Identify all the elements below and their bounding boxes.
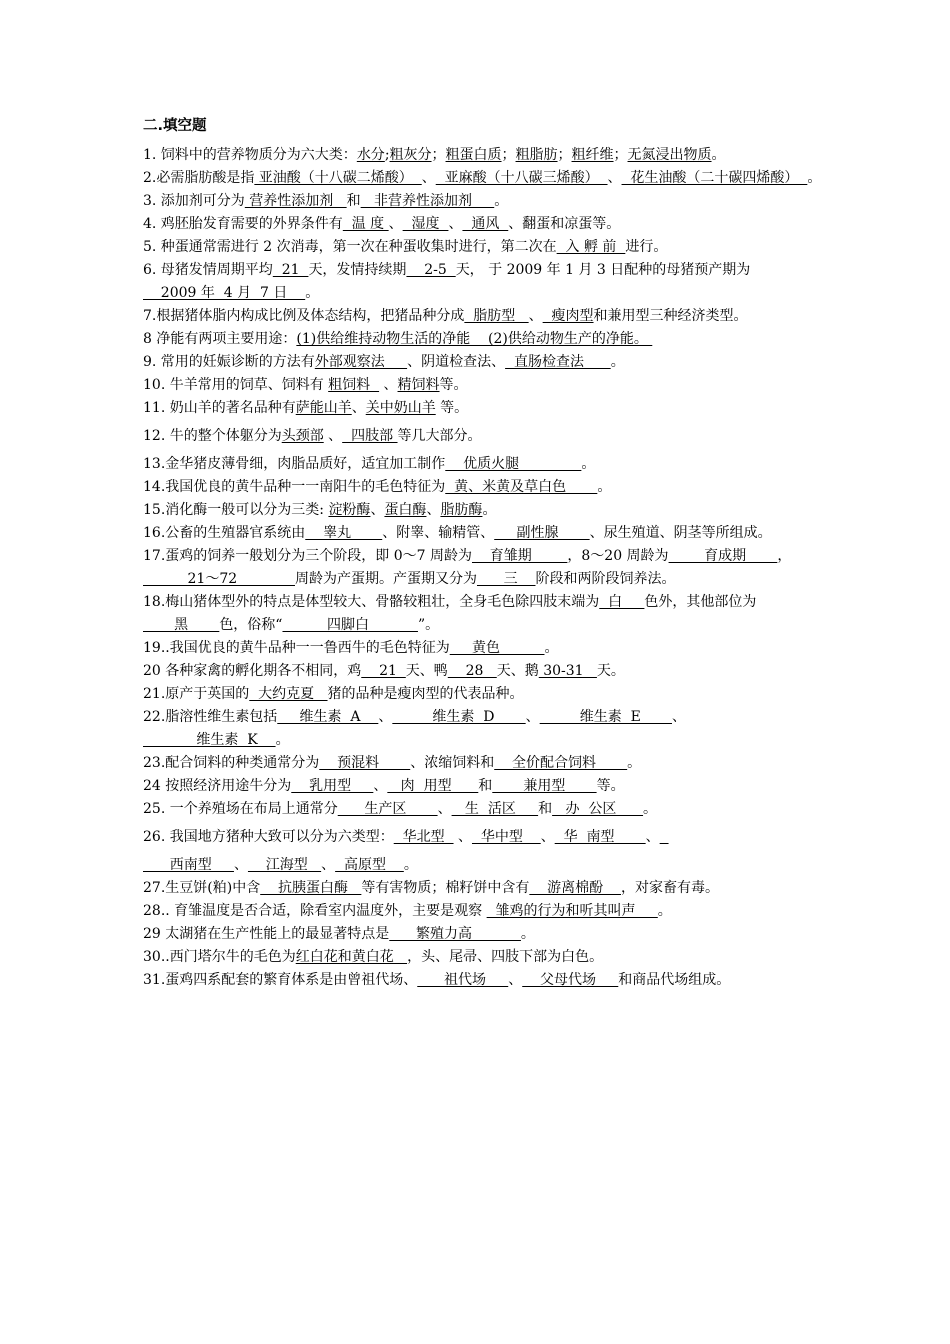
question-text: 、: [370, 502, 385, 518]
question-text: 4. 鸡胚胎发育需要的外界条件有: [143, 216, 343, 232]
answer-blank: 粗蛋白质: [445, 147, 502, 163]
question-text: 。: [581, 456, 596, 472]
question-text: 1. 饲料中的营养物质分为六大类：: [143, 147, 357, 163]
answer-blank: 西南型: [143, 857, 234, 873]
question-text: 、: [540, 829, 555, 845]
answer-blank: 华中型: [471, 829, 541, 845]
answer-blank: 外部观察法: [314, 354, 408, 370]
answer-blank: 湿度: [402, 216, 449, 232]
answer-blank: 维生素 K: [143, 732, 276, 748]
question-text: 等几大部分。: [397, 428, 482, 444]
question-text: 、附睾、输精管、: [382, 525, 495, 541]
question-text: 。: [482, 502, 497, 518]
question-text: 19..我国优良的黄牛品种一一鲁西牛的毛色特征为: [143, 640, 450, 656]
question-text: 16.公畜的生殖器官系统由: [143, 525, 306, 541]
question-item: [143, 213, 823, 236]
question-text: 、: [671, 709, 686, 725]
question-item: [143, 499, 823, 522]
question-list: [143, 144, 823, 992]
question-text: 9. 常用的妊娠诊断的方法有: [143, 354, 315, 370]
question-text: 、: [448, 216, 463, 232]
answer-blank: 萨能山羊: [295, 400, 352, 416]
answer-blank: 粗脂肪: [515, 147, 558, 163]
question-text: 、: [453, 829, 472, 845]
question-text: 14.我国优良的黄牛品种一一南阳牛的毛色特征为: [143, 479, 446, 495]
answer-blank: 无氮浸出物质: [627, 147, 712, 163]
answer-blank: 乳用型: [291, 778, 374, 794]
question-text: 25. 一个养殖场在布局上通常分: [143, 801, 338, 817]
question-item: [143, 522, 823, 545]
question-text: 17.蛋鸡的饲养一般划分为三个阶段，即 0～7 周龄为: [143, 548, 472, 564]
answer-blank: (1)供给维持动物生活的净能 (2)供给动物生产的净能。: [296, 331, 653, 347]
answer-blank: 黄色: [449, 640, 545, 656]
question-text: 。: [643, 801, 658, 817]
question-text: 、: [379, 377, 398, 393]
question-item: [143, 706, 823, 752]
answer-blank: 花生油酸（二十碳四烯酸）: [621, 170, 808, 186]
question-item: [143, 351, 823, 374]
question-item: [143, 305, 823, 328]
answer-blank: 28: [447, 663, 497, 679]
answer-blank: 生 活区: [451, 801, 539, 817]
question-text: 。: [275, 732, 290, 748]
answer-blank: 四脚白: [282, 617, 418, 633]
answer-blank: 2-5: [406, 262, 456, 278]
question-item: [143, 374, 823, 397]
question-item: [143, 877, 823, 900]
question-text: 。: [657, 903, 672, 919]
question-text: 31.蛋鸡四系配套的繁育体系是由曾祖代场、: [143, 972, 418, 988]
question-text: 26. 我国地方猪种大致可以分为六类型：: [143, 829, 394, 845]
answer-blank: 育成期: [668, 548, 778, 564]
question-text: 22.脂溶性维生素包括: [143, 709, 278, 725]
question-text: 20 各种家禽的孵化期各不相同，鸡: [143, 663, 362, 679]
question-item: [143, 752, 823, 775]
question-text: 、: [508, 972, 523, 988]
question-item: [143, 545, 823, 591]
question-text: 、: [351, 400, 366, 416]
question-item: [143, 453, 823, 476]
question-text: 、: [426, 502, 441, 518]
question-item: [143, 798, 823, 821]
question-text: 6. 母猪发情周期平均: [143, 262, 273, 278]
answer-blank: 2009 年 4 月 7 日: [143, 285, 306, 301]
answer-blank: 三: [476, 571, 536, 587]
question-text: 21.原产于英国的: [143, 686, 250, 702]
answer-blank: 维生素 A: [277, 709, 379, 725]
question-text: ，: [777, 548, 792, 564]
answer-blank: 父母代场: [522, 972, 619, 988]
answer-blank: 水分: [356, 147, 385, 163]
question-item: [143, 591, 823, 637]
question-text: 、: [321, 857, 336, 873]
question-text: 。: [627, 755, 642, 771]
question-text: 27.生豆饼(粕)中含: [143, 880, 261, 896]
answer-blank: 关中奶山羊: [365, 400, 436, 416]
answer-blank: 21～72: [143, 571, 295, 587]
question-text: 。: [403, 857, 418, 873]
question-text: 8 净能有两项主要用途：: [143, 331, 297, 347]
question-text: 等。: [435, 400, 469, 416]
answer-blank: 粗纤维: [571, 147, 614, 163]
question-text: 。: [494, 193, 509, 209]
question-item: [143, 660, 823, 683]
question-text: ，头、尾帚、四肢下部为白色。: [407, 949, 604, 965]
question-text: 天、鹅: [496, 663, 539, 679]
answer-blank: 直肠检查法: [505, 354, 611, 370]
question-text: 、阴道检查法、: [407, 354, 506, 370]
question-text: 11. 奶山羊的著名品种有: [143, 400, 296, 416]
answer-blank: 江海型: [247, 857, 322, 873]
question-item: [143, 167, 823, 190]
question-text: 30..西门塔尔牛的毛色为: [143, 949, 296, 965]
answer-blank: 游离棉酚: [529, 880, 621, 896]
question-item: [143, 397, 823, 420]
answer-blank: 通风: [462, 216, 509, 232]
question-text: 3. 添加剂可分为: [143, 193, 245, 209]
answer-blank: 副性腺: [494, 525, 590, 541]
answer-blank: 育雏期: [471, 548, 568, 564]
answer-blank: 优质火腿: [445, 456, 582, 472]
question-text: 2.必需脂肪酸是指: [143, 170, 255, 186]
section-title: 二.填空题: [143, 118, 207, 134]
answer-blank: 办 公区: [552, 801, 644, 817]
question-text: 天， 于 2009 年 1 月 3 日配种的母猪预产期为: [455, 262, 751, 278]
question-text: 。: [597, 479, 612, 495]
question-text: 24 按照经济用途牛分为: [143, 778, 292, 794]
question-text: 、: [233, 857, 248, 873]
question-item: [143, 236, 823, 259]
question-text: 、浓缩饲料和: [410, 755, 495, 771]
question-text: 10. 牛羊常用的饲草、饲料有: [143, 377, 329, 393]
question-text: 15.消化酶一般可以分为三类:: [143, 502, 329, 518]
question-text: ”。: [417, 617, 440, 633]
question-item: [143, 923, 823, 946]
question-text: ；: [431, 147, 446, 163]
question-item: [143, 144, 823, 167]
answer-blank: 白: [599, 594, 645, 610]
question-text: 等。: [439, 377, 468, 393]
answer-blank: 睾丸: [305, 525, 383, 541]
question-text: 和兼用型三种经济类型。: [593, 308, 748, 324]
question-text: 、: [373, 778, 388, 794]
question-text: ，对家畜有毒。: [620, 880, 719, 896]
answer-blank: 红白花和黄白花: [295, 949, 408, 965]
answer-blank: 蛋白酶: [384, 502, 427, 518]
answer-blank: 21: [361, 663, 406, 679]
question-item: [143, 826, 823, 849]
question-item: [143, 328, 823, 351]
question-text: 、: [421, 170, 436, 186]
answer-blank: 亚麻酸（十八碳三烯酸）: [435, 170, 608, 186]
question-text: 进行。: [625, 239, 668, 255]
answer-blank: 精饲料: [397, 377, 440, 393]
question-item: [143, 259, 823, 305]
answer-blank: 30-31: [538, 663, 597, 679]
answer-blank: 华 南型: [554, 829, 646, 845]
question-text: 、翻蛋和凉蛋等。: [508, 216, 621, 232]
answer-blank: 瘦肉型: [542, 308, 594, 324]
question-text: 和商品代场组成。: [618, 972, 731, 988]
question-text: 、: [607, 170, 622, 186]
question-text: 天、鸭: [405, 663, 448, 679]
question-text: 周龄为产蛋期。产蛋期又分为: [294, 571, 477, 587]
question-text: 18.梅山猪体型外的特点是体型较大、骨骼较粗壮，全身毛色除四肢末端为: [143, 594, 600, 610]
question-item: [143, 900, 823, 923]
answer-blank: 头颈部: [281, 428, 324, 444]
question-text: 和: [346, 193, 361, 209]
question-item: [143, 683, 823, 706]
question-text: 、尿生殖道、阴茎等所组成。: [589, 525, 772, 541]
question-item: [143, 969, 823, 992]
question-text: 、: [378, 709, 393, 725]
answer-blank: 预混料: [319, 755, 411, 771]
question-text: 和: [538, 801, 553, 817]
answer-blank: 维生素 D: [392, 709, 526, 725]
question-text: 12. 牛的整个体躯分为: [143, 428, 282, 444]
answer-blank: 高原型: [335, 857, 404, 873]
answer-blank: 四肢部: [342, 428, 398, 444]
answer-blank: 抗胰蛋白酶: [260, 880, 362, 896]
question-text: 。: [520, 926, 535, 942]
question-text: 等有害物质；棉籽饼中含有: [361, 880, 530, 896]
question-text: 色，俗称“: [219, 617, 283, 633]
answer-blank: 脂肪酶: [440, 502, 483, 518]
question-text: 29 太湖猪在生产性能上的最显著特点是: [143, 926, 390, 942]
answer-blank: 温 度: [342, 216, 389, 232]
question-text: 13.金华猪皮薄骨细，肉脂品质好，适宜加工制作: [143, 456, 446, 472]
question-text: 天。: [596, 663, 625, 679]
question-text: 。: [610, 354, 625, 370]
question-item: [143, 854, 823, 877]
answer-blank: 脂肪型: [464, 308, 529, 324]
question-text: ;: [384, 147, 390, 163]
document-page: [143, 116, 823, 992]
question-text: 猪的品种是瘦肉型的代表品种。: [327, 686, 524, 702]
answer-blank: 营养性添加剂: [244, 193, 347, 209]
question-text: 等。: [596, 778, 625, 794]
answer-blank: 生产区: [337, 801, 438, 817]
question-text: 。: [305, 285, 320, 301]
question-text: 。: [807, 170, 822, 186]
answer-blank: 繁殖力高: [389, 926, 521, 942]
answer-blank: 粗灰分: [389, 147, 432, 163]
question-item: [143, 476, 823, 499]
answer-blank: 全价配合饲料: [494, 755, 628, 771]
answer-blank: 兼用型: [492, 778, 597, 794]
question-text: 和: [478, 778, 493, 794]
question-text: 、: [525, 709, 540, 725]
answer-blank: 亚油酸（十八碳二烯酸）: [254, 170, 422, 186]
question-item: [143, 637, 823, 660]
question-text: 、: [323, 428, 343, 444]
question-item: [143, 190, 823, 213]
question-text: ，8～20 周龄为: [567, 548, 669, 564]
question-item: [143, 775, 823, 798]
answer-blank: 维生素 E: [539, 709, 672, 725]
question-text: ；: [613, 147, 628, 163]
question-item: [143, 946, 823, 969]
question-text: 、: [528, 308, 543, 324]
answer-blank: 非营养性添加剂: [360, 193, 495, 209]
question-text: 、: [437, 801, 452, 817]
answer-blank: 华北型: [393, 829, 454, 845]
answer-blank: 入 孵 前: [556, 239, 626, 255]
answer-blank: [660, 829, 669, 845]
answer-blank: 淀粉酶: [328, 502, 371, 518]
question-text: 色外，其他部位为: [644, 594, 757, 610]
question-text: 28.. 育雏温度是否合适，除看室内温度外，主要是观察: [143, 903, 487, 919]
question-text: 。: [711, 147, 726, 163]
question-text: 天，发情持续期: [308, 262, 407, 278]
answer-blank: 祖代场: [417, 972, 509, 988]
question-text: 、: [645, 829, 660, 845]
answer-blank: 大约克夏: [249, 686, 328, 702]
answer-blank: 肉 用型: [387, 778, 479, 794]
question-text: ；: [501, 147, 516, 163]
answer-blank: 21: [272, 262, 309, 278]
question-text: 。: [544, 640, 559, 656]
answer-blank: 黑: [143, 617, 220, 633]
answer-blank: 粗饲料: [328, 377, 380, 393]
question-text: 5. 种蛋通常需进行 2 次消毒，第一次在种蛋收集时进行，第二次在: [143, 239, 557, 255]
question-item: [143, 425, 823, 448]
answer-blank: 黄、米黄及草白色: [445, 479, 598, 495]
question-text: 阶段和两阶段饲养法。: [535, 571, 676, 587]
question-text: ；: [557, 147, 572, 163]
question-text: 23.配合饲料的种类通常分为: [143, 755, 320, 771]
question-text: 7.根据猪体脂内构成比例及体态结构，把猪品种分成: [143, 308, 465, 324]
answer-blank: 雏鸡的行为和听其叫声: [486, 903, 658, 919]
question-text: 、: [388, 216, 403, 232]
